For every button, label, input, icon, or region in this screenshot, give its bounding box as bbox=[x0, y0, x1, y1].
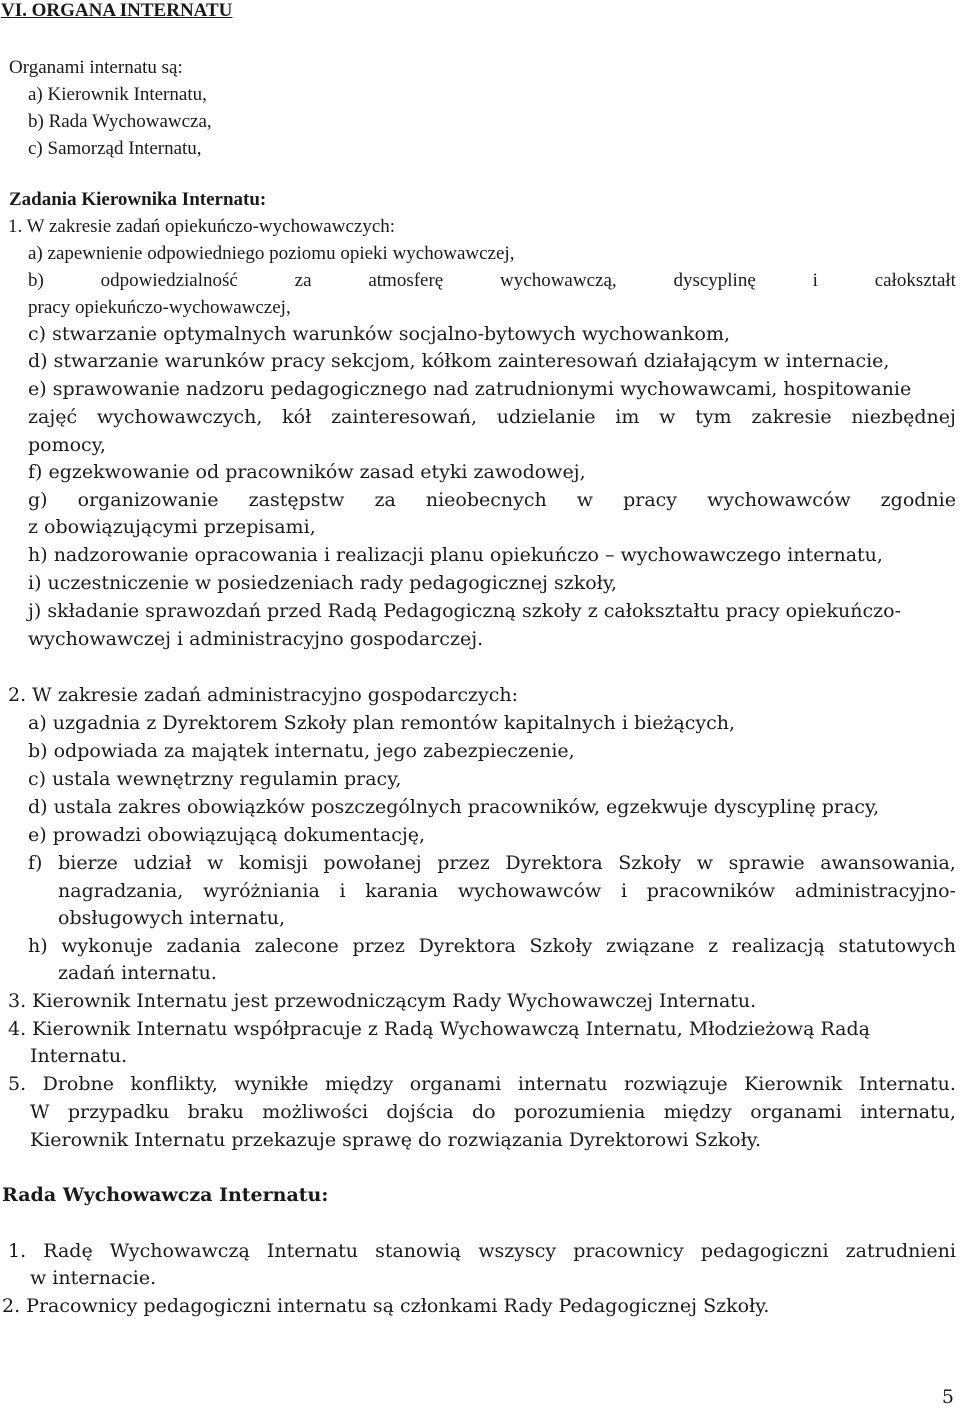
word: bierze bbox=[58, 852, 118, 874]
word: za bbox=[374, 489, 396, 511]
word: dojścia bbox=[386, 1101, 454, 1123]
word: wykonuje bbox=[61, 935, 153, 957]
word: przez bbox=[437, 852, 490, 874]
word: wychowawców bbox=[457, 880, 602, 902]
tasks-1-item-h: h) nadzorowanie opracowania i realizacji planu opiekuńczo – wychowawczego internatu, bbox=[28, 544, 883, 566]
word: wychowawczych, bbox=[96, 406, 263, 428]
tasks-1-item-f: f) egzekwowanie od pracowników zasad etyki zawodowej, bbox=[28, 461, 586, 483]
tasks-1-item-d: d) stwarzanie warunków pracy sekcjom, kółkom zainteresowań działającym w internacie, bbox=[28, 350, 890, 372]
council-item-1-end: w internacie. bbox=[30, 1267, 157, 1289]
word: konflikty, bbox=[130, 1073, 218, 1095]
tasks-3: 3. Kierownik Internatu jest przewodniczącym Rady Wychowawczej Internatu. bbox=[8, 990, 757, 1012]
tasks-2-item-b: b) odpowiada za majątek internatu, jego zabezpieczenie, bbox=[28, 740, 575, 762]
word: i bbox=[812, 270, 818, 291]
word: pracownicy bbox=[573, 1240, 684, 1262]
word: z bbox=[708, 935, 719, 957]
tasks-1-item-j-end: wychowawczej i administracyjno gospodarczej. bbox=[28, 628, 484, 650]
word: braku bbox=[187, 1101, 244, 1123]
page-number: 5 bbox=[941, 1386, 954, 1408]
word: udział bbox=[133, 852, 192, 874]
word: realizacją bbox=[731, 935, 825, 957]
tasks-1-item-g bbox=[28, 491, 956, 510]
word: statutowych bbox=[838, 935, 956, 957]
word: Kierownik bbox=[744, 1073, 843, 1095]
word: za bbox=[294, 270, 312, 291]
word: wychowawców bbox=[707, 489, 851, 511]
organ-item: a) Kierownik Internatu, bbox=[28, 84, 207, 105]
word: Internatu. bbox=[858, 1073, 956, 1095]
word: administracyjno- bbox=[794, 880, 956, 902]
tasks-5-cont bbox=[30, 1103, 956, 1122]
word: Drobne bbox=[42, 1073, 115, 1095]
word: dyscyplinę bbox=[673, 270, 756, 291]
word: internatu, bbox=[860, 1101, 956, 1123]
word: między bbox=[325, 1073, 394, 1095]
tasks-1-intro: 1. W zakresie zadań opiekuńczo-wychowawczych: bbox=[8, 216, 396, 237]
word: w bbox=[696, 852, 714, 874]
tasks-2-item-h bbox=[28, 937, 956, 956]
word: Radę bbox=[43, 1240, 93, 1262]
word: zajęć bbox=[28, 406, 78, 428]
word: udzielanie bbox=[496, 406, 596, 428]
tasks-4: 4. Kierownik Internatu współpracuje z Radą Wychowawczą Internatu, Młodzieżową Radą bbox=[8, 1018, 871, 1040]
word: Dyrektora bbox=[418, 935, 516, 957]
word: i bbox=[339, 880, 346, 902]
word: W bbox=[30, 1101, 50, 1123]
word: 1. bbox=[8, 1240, 27, 1262]
word: możliwości bbox=[262, 1101, 369, 1123]
word: organizowanie bbox=[77, 489, 219, 511]
word: Internatu bbox=[266, 1240, 358, 1262]
tasks-4-end: Internatu. bbox=[30, 1045, 128, 1067]
tasks-2-item-f bbox=[28, 854, 956, 873]
word: powołanej bbox=[323, 852, 422, 874]
tasks-5 bbox=[8, 1075, 956, 1094]
tasks-heading: Zadania Kierownika Internatu: bbox=[9, 189, 267, 210]
organ-item: b) Rada Wychowawcza, bbox=[28, 111, 212, 132]
word: nieobecnych bbox=[425, 489, 547, 511]
word: kół bbox=[282, 406, 312, 428]
word: pracy bbox=[623, 489, 678, 511]
word: zainteresowań, bbox=[331, 406, 477, 428]
word: Dyrektora bbox=[505, 852, 603, 874]
word: zadania bbox=[166, 935, 241, 957]
word: przypadku bbox=[67, 1101, 170, 1123]
word: stanowią bbox=[375, 1240, 462, 1262]
word: Wychowawczą bbox=[109, 1240, 250, 1262]
word: w bbox=[659, 406, 676, 428]
word: wszyscy bbox=[478, 1240, 557, 1262]
word: związane bbox=[606, 935, 695, 957]
word: zgodnie bbox=[880, 489, 956, 511]
word: organami bbox=[750, 1101, 842, 1123]
word: wynikłe bbox=[234, 1073, 309, 1095]
tasks-1-item-g-end: z obowiązującymi przepisami, bbox=[28, 516, 316, 538]
word: zastępstw bbox=[248, 489, 345, 511]
organs-intro: Organami internatu są: bbox=[9, 57, 183, 78]
tasks-2-intro: 2. W zakresie zadań administracyjno gospodarczych: bbox=[8, 684, 518, 706]
word: internatu bbox=[517, 1073, 608, 1095]
word: im bbox=[615, 406, 640, 428]
tasks-1-item-b-cont: pracy opiekuńczo-wychowawczej, bbox=[28, 297, 291, 318]
organ-item: c) Samorząd Internatu, bbox=[28, 138, 202, 159]
word: całokształt bbox=[874, 270, 956, 291]
word: b) bbox=[28, 270, 44, 291]
word: między bbox=[663, 1101, 732, 1123]
word: wychowawczą, bbox=[500, 270, 617, 291]
tasks-2-item-f-cont bbox=[58, 882, 956, 901]
word: zalecone bbox=[254, 935, 339, 957]
word: 5. bbox=[8, 1073, 27, 1095]
tasks-2-item-d: d) ustala zakres obowiązków poszczególnych pracowników, egzekwuje dyscyplinę pracy, bbox=[28, 796, 880, 818]
tasks-1-item-e-end: pomocy, bbox=[28, 434, 106, 456]
word: atmosferę bbox=[368, 270, 444, 291]
council-item-1 bbox=[8, 1242, 956, 1261]
word: awansowania, bbox=[820, 852, 956, 874]
word: pracowników bbox=[646, 880, 776, 902]
tasks-1-item-c: c) stwarzanie optymalnych warunków socjalno-bytowych wychowankom, bbox=[28, 323, 731, 345]
council-heading: Rada Wychowawcza Internatu: bbox=[2, 1184, 329, 1206]
word: przez bbox=[352, 935, 405, 957]
tasks-1-item-j: j) składanie sprawozdań przed Radą Pedagogiczną szkoły z całokształtu pracy opiekuńczo- bbox=[28, 600, 902, 622]
word: f) bbox=[28, 852, 43, 874]
word: wyróżniania bbox=[203, 880, 320, 902]
word: i bbox=[621, 880, 628, 902]
word: organami bbox=[409, 1073, 502, 1095]
word: Szkoły bbox=[529, 935, 593, 957]
word: porozumienia bbox=[513, 1101, 646, 1123]
tasks-2-item-f-end: obsługowych internatu, bbox=[58, 907, 286, 929]
tasks-1-item-b bbox=[28, 271, 956, 290]
word: zatrudnieni bbox=[845, 1240, 956, 1262]
word: rozwiązuje bbox=[624, 1073, 728, 1095]
word: niezbędnej bbox=[851, 406, 956, 428]
word: w bbox=[207, 852, 224, 874]
word: karania bbox=[365, 880, 439, 902]
word: komisji bbox=[239, 852, 308, 874]
word: pedagogiczni bbox=[700, 1240, 829, 1262]
word: sprawie bbox=[728, 852, 805, 874]
word: w bbox=[576, 489, 594, 511]
word: Szkoły bbox=[618, 852, 682, 874]
tasks-1-item-e-cont bbox=[28, 408, 956, 427]
tasks-2-item-a: a) uzgadnia z Dyrektorem Szkoły plan remontów kapitalnych i bieżących, bbox=[28, 712, 736, 734]
word: odpowiedzialność bbox=[100, 270, 238, 291]
section-heading: VI. ORGANA INTERNATU bbox=[1, 0, 233, 21]
tasks-2-item-c: c) ustala wewnętrzny regulamin pracy, bbox=[28, 768, 402, 790]
word: tym bbox=[695, 406, 732, 428]
tasks-1-item-a: a) zapewnienie odpowiedniego poziomu opieki wychowawczej, bbox=[28, 243, 515, 264]
tasks-2-item-e: e) prowadzi obowiązującą dokumentację, bbox=[28, 824, 426, 846]
tasks-1-item-i: i) uczestniczenie w posiedzeniach rady pedagogicznej szkoły, bbox=[28, 572, 618, 594]
tasks-2-item-h-end: zadań internatu. bbox=[58, 962, 217, 984]
tasks-1-item-e: e) sprawowanie nadzoru pedagogicznego nad zatrudnionymi wychowawcami, hospitowanie bbox=[28, 378, 912, 400]
tasks-5-end: Kierownik Internatu przekazuje sprawę do rozwiązania Dyrektorowi Szkoły. bbox=[30, 1129, 762, 1151]
word: h) bbox=[28, 935, 48, 957]
word: nagradzania, bbox=[58, 880, 184, 902]
word: zakresie bbox=[751, 406, 832, 428]
word: g) bbox=[28, 489, 48, 511]
word: do bbox=[472, 1101, 496, 1123]
council-item-2: 2. Pracownicy pedagogiczni internatu są członkami Rady Pedagogicznej Szkoły. bbox=[2, 1295, 770, 1317]
